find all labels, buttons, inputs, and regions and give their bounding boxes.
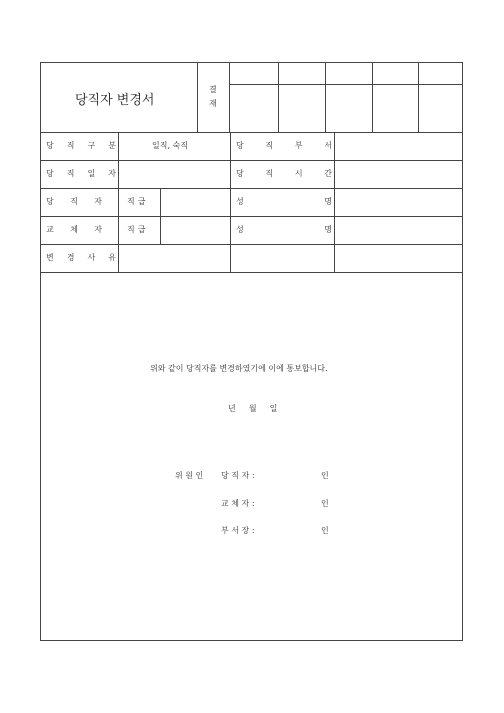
form-right-border <box>462 62 463 641</box>
approval-inner-line <box>229 84 462 85</box>
table-right-label-divider <box>334 132 335 272</box>
row-reason-label: 변 경 사 유 <box>46 253 116 262</box>
approval-col-1 <box>278 62 279 132</box>
replacement-rank-label: 직급 <box>127 225 149 234</box>
approval-label-divider <box>229 62 230 132</box>
row-replacement-label: 교 체 자 <box>46 225 102 234</box>
applicant-prefix: 위 원 인 <box>175 471 204 480</box>
form-title: 당직자 변경서 <box>75 93 155 108</box>
table-line-2 <box>40 160 463 161</box>
table-line-5 <box>40 244 463 245</box>
row-duty-person-label: 당 직 자 <box>46 197 102 206</box>
replacement-name-label: 성 명 <box>236 225 332 234</box>
date-line: 년 월 일 <box>228 404 278 413</box>
row-duty-time-label: 당 직 시 간 <box>236 169 332 178</box>
approval-label-bottom: 재 <box>209 99 217 108</box>
approval-col-3 <box>372 62 373 132</box>
row-duty-dept-label: 당 직 부 서 <box>236 141 332 150</box>
duty-person-rank-label: 직급 <box>127 197 149 206</box>
notice-text: 위와 같이 당직자를 변경하였기에 이에 통보합니다. <box>150 364 328 373</box>
signer-replacement-seal: 인 <box>321 499 329 508</box>
table-line-1 <box>40 132 463 133</box>
approval-label-top: 결 <box>209 85 217 94</box>
table-line-6 <box>40 272 463 273</box>
table-line-3 <box>40 188 463 189</box>
table-label-divider <box>118 132 119 272</box>
form-left-border <box>40 62 41 641</box>
form-bottom-border <box>40 640 463 641</box>
duty-person-name-label: 성 명 <box>236 197 332 206</box>
table-line-4 <box>40 216 463 217</box>
signer-dept-head-role: 부 서 장 : <box>221 526 255 535</box>
form-top-border <box>40 62 463 63</box>
approval-col-2 <box>325 62 326 132</box>
row-duty-date-label: 당 직 일 자 <box>46 169 116 178</box>
signer-duty-person-seal: 인 <box>321 471 329 480</box>
signer-dept-head-seal: 인 <box>321 526 329 535</box>
rank-divider-1 <box>160 188 161 244</box>
title-divider <box>197 62 198 132</box>
approval-col-4 <box>418 62 419 132</box>
signer-replacement-role: 교 체 자 : <box>221 499 255 508</box>
table-middle-divider <box>230 132 231 272</box>
signer-duty-person-role: 당 직 자 : <box>221 471 255 480</box>
row-duty-type-label: 당 직 구 분 <box>46 141 116 150</box>
duty-type-value: 일직, 숙직 <box>152 141 188 150</box>
